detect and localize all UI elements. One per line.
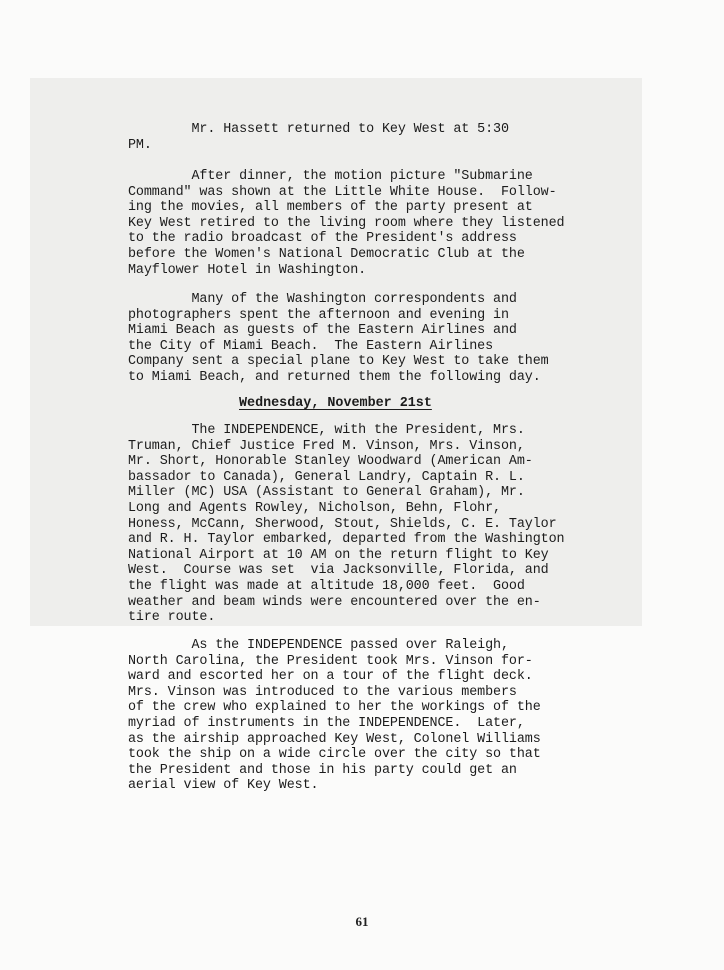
paragraph-hassett-return: Mr. Hassett returned to Key West at 5:30 PM. bbox=[128, 122, 509, 153]
page-number: 61 bbox=[355, 914, 369, 929]
paragraph-raleigh-tour: As the INDEPENDENCE passed over Raleigh, North Carolina, the President took Mrs. Vinson for- ward and escorted her on a tour of the flight deck. Mrs. Vinson was introduced to the various members of the crew who explained to her the workings of the myriad of instruments in the INDEPENDENCE. Later, as the airship approached Key West, Colonel Williams took the ship on a wide circle over the city so that the President and those in his party could get an aerial view of Key West. bbox=[128, 638, 541, 794]
paragraph-correspondents: Many of the Washington correspondents and photographers spent the afternoon and evening in Miami Beach as guests of the Eastern Airlines and the City of Miami Beach. The Eastern Airlines Company sent a special plane to Key West to take them to Miami Beach, and returned them the following day. bbox=[128, 292, 549, 385]
paragraph-evening-movie: After dinner, the motion picture "Submarine Command" was shown at the Little White House. Follow- ing the movies, all members of the party present at Key West retired to the living room where they listened to the radio broadcast of the President's address before the Women's National Democratic Club at the Mayflower Hotel in Washington. bbox=[128, 169, 565, 278]
date-heading: Wednesday, November 21st bbox=[239, 396, 432, 411]
paragraph-independence-flight: The INDEPENDENCE, with the President, Mrs. Truman, Chief Justice Fred M. Vinson, Mrs. Vinson, Mr. Short, Honorable Stanley Woodward (American Am- bassador to Canada), General Landry, Captain R. L. Miller (MC) USA (Assistant to General Graham), Mr. Long and Agents Rowley, Nicholson, Behn, Flohr, Honess, McCann, Sherwood, Stout, Shields, C. E. Taylor and R. H. Taylor embarked, departed from the Washington National Airport at 10 AM on the return flight to Key West. Course was set via Jacksonville, Florida, and the flight was made at altitude 18,000 feet. Good weather and beam winds were encountered over the en- tire route. bbox=[128, 423, 565, 626]
